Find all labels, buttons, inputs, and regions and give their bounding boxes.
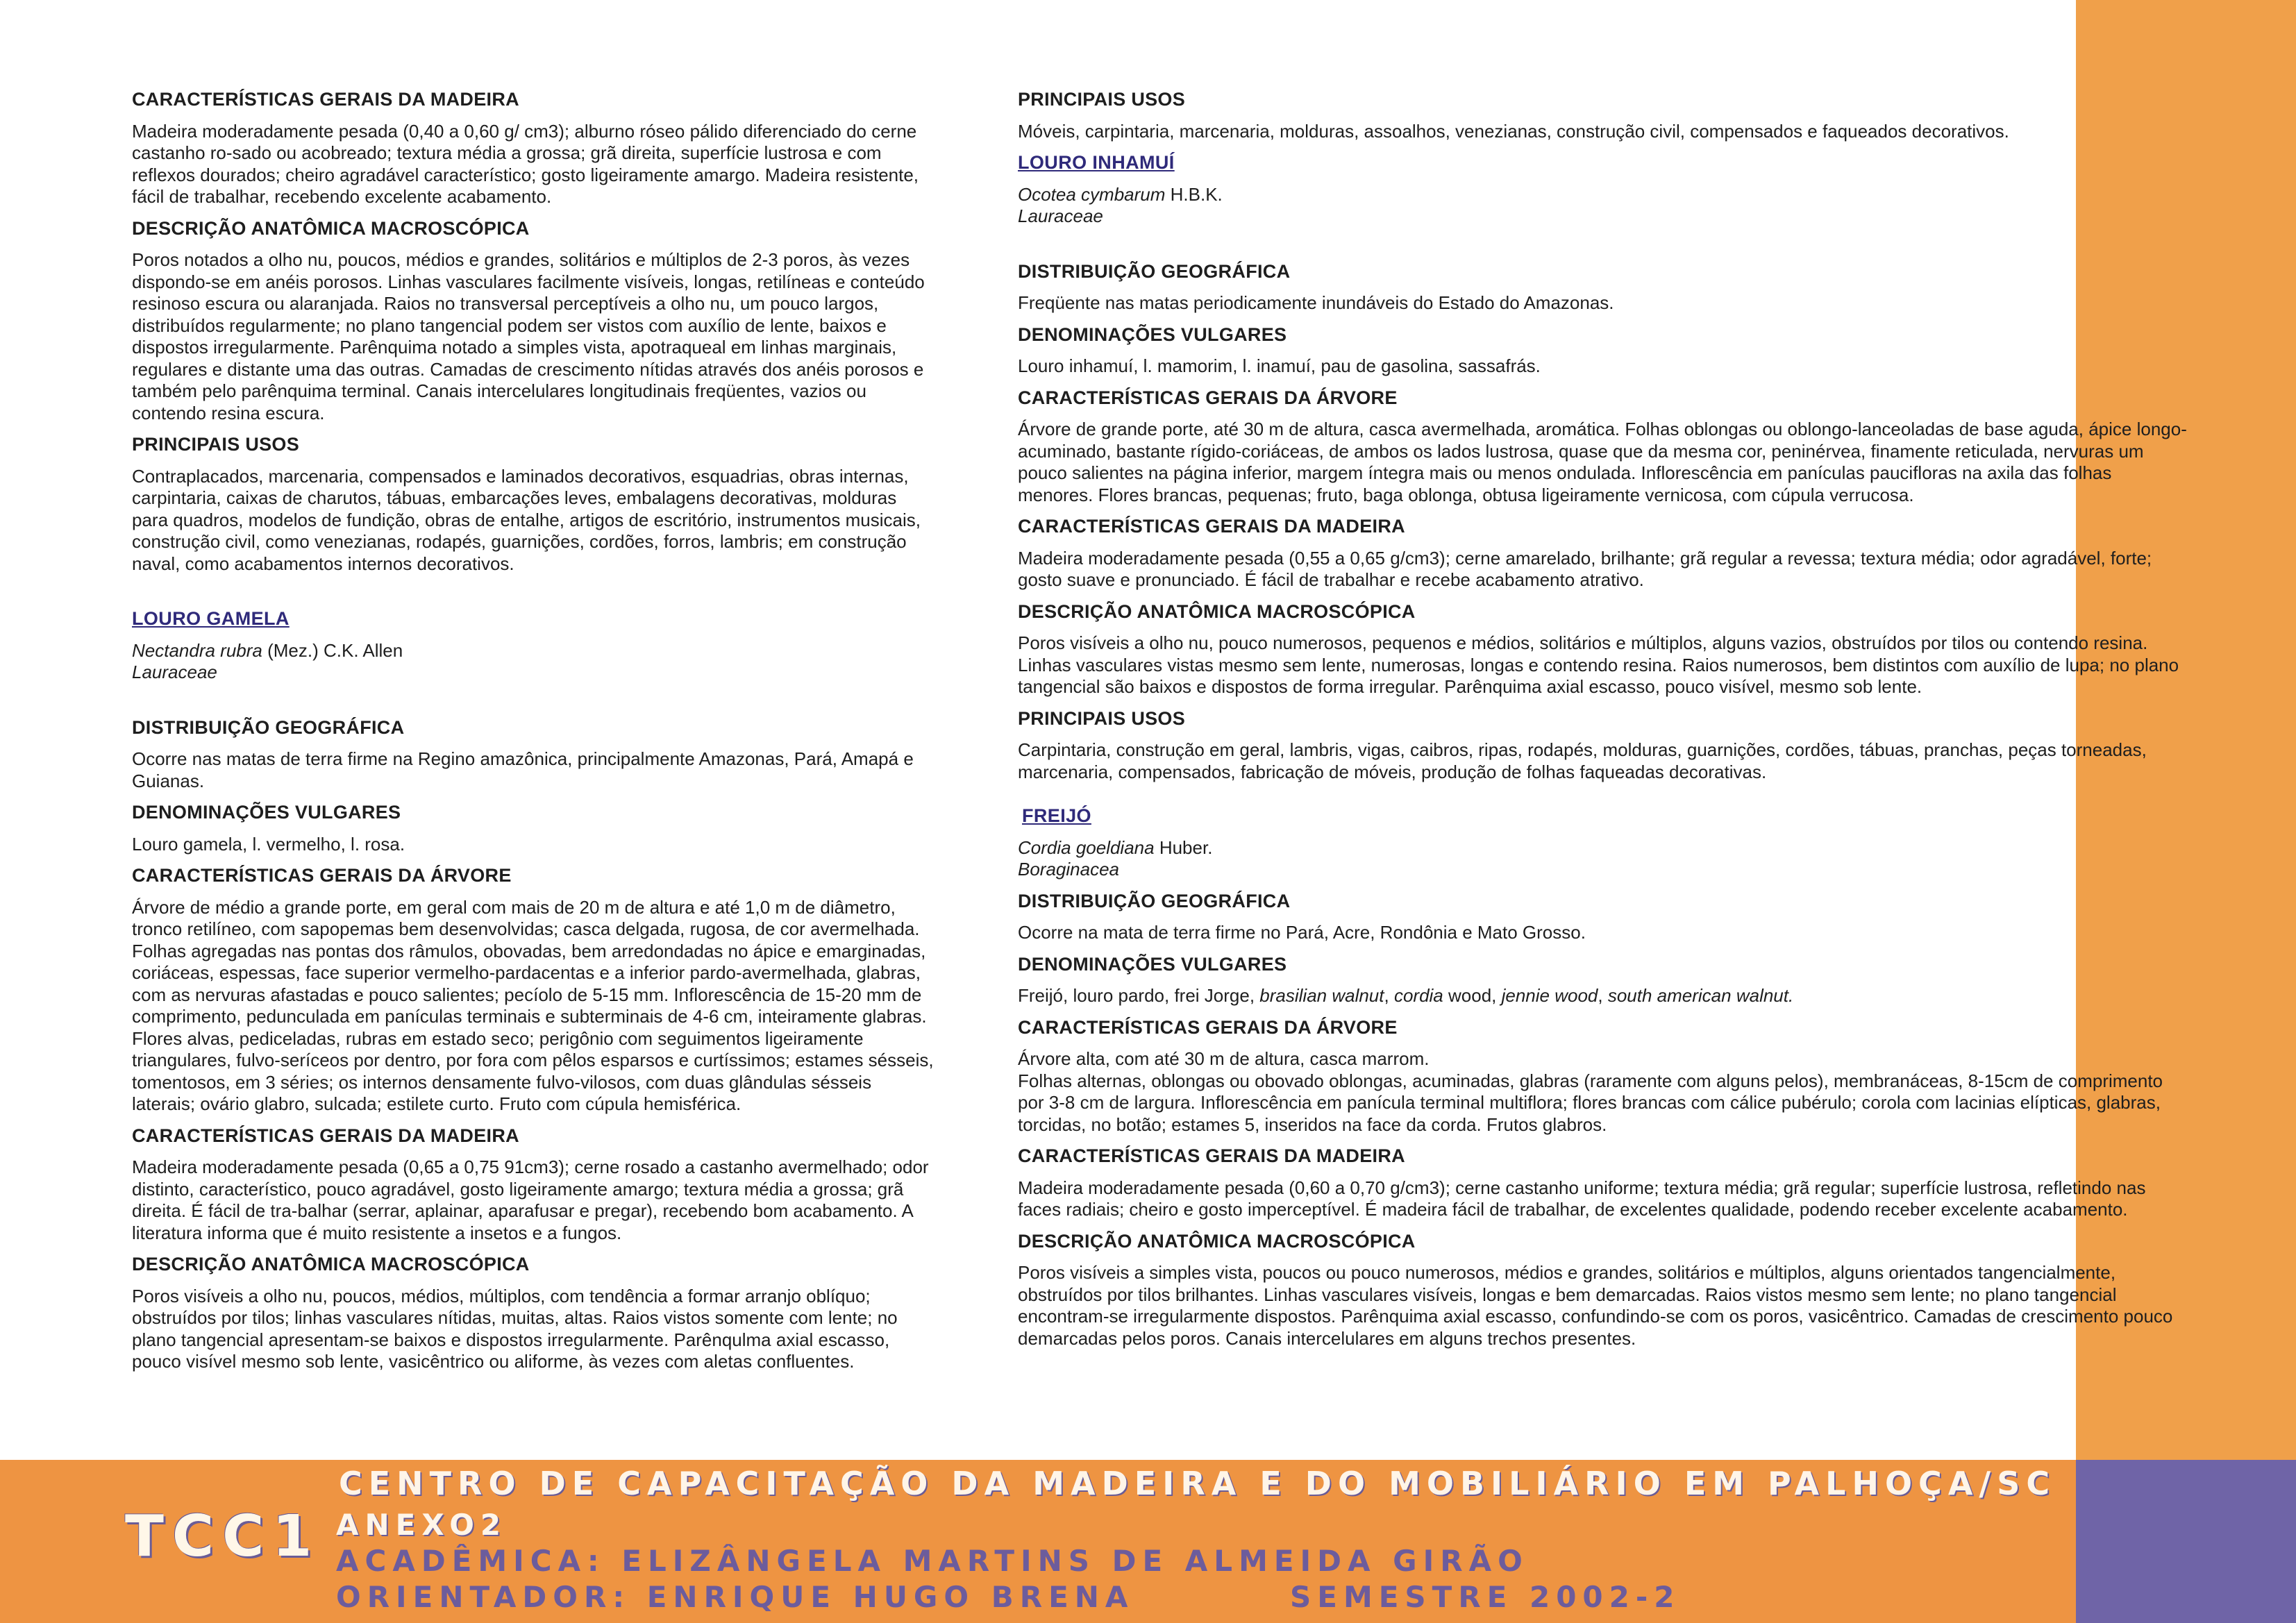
- section-heading: DENOMINAÇÕES VULGARES: [1018, 323, 1287, 345]
- footer-orientador: ORIENTADOR: ENRIQUE HUGO BRENA: [336, 1580, 1134, 1614]
- section-text: Madeira moderadamente pesada (0,65 a 0,75 91cm3); cerne rosado a castanho avermelhado; odor distinto, característico, pouco agradável, gosto ligeiramente amargo; textura média a grossa; grã direita. É fácil de tra-balhar (serrar, aplainar, aparafusar e pregar), recebendo bom acabamento. A literatura informa que é muito resistente a insetos e a fungos.: [132, 1157, 929, 1243]
- section-heading: CARACTERÍSTICAS GERAIS DA MADEIRA: [132, 89, 519, 110]
- section-text: Louro gamela, l. vermelho, l. rosa.: [132, 833, 405, 855]
- tcc-logo: TCC1: [125, 1504, 321, 1570]
- section-text: Madeira moderadamente pesada (0,55 a 0,65 g/cm3); cerne amarelado, brilhante; grã regular a revessa; textura média; odor agradável, forte; gosto suave e pronunciado. É fácil de trabalhar e recebe acabamento atrativo.: [1018, 547, 2152, 590]
- footer-academica: ACADÊMICA: ELIZÂNGELA MARTINS DE ALMEIDA GIRÃO: [336, 1544, 1529, 1578]
- section-heading: DESCRIÇÃO ANATÔMICA MACROSCÓPICA: [1018, 1230, 1416, 1252]
- right-column: [1018, 89, 2191, 1359]
- section-text: Carpintaria, construção em geral, lambris, vigas, caibros, ripas, rodapés, molduras, guarnições, cordões, tábuas, pranchas, peças torneadas, marcenaria, compensados, fabricação de móveis, produção de folhas faqueadas decorativas.: [1018, 739, 2147, 782]
- section-text: Madeira moderadamente pesada (0,40 a 0,60 g/ cm3); alburno róseo pálido diferenciado do cerne castanho ro-sado ou acobreado; textura média a grossa; grã direita, superfície lustrosa e com reflexos dourados; cheiro agradável característico; gosto ligeiramente amargo. Madeira resistente, fácil de trabalhar, recebendo excelente acabamento.: [132, 120, 919, 207]
- section-text: Freqüente nas matas periodicamente inundáveis do Estado do Amazonas.: [1018, 292, 1614, 313]
- section-text: Móveis, carpintaria, marcenaria, molduras, assoalhos, venezianas, construção civil, compensados e faqueados decorativos.: [1018, 120, 2009, 142]
- section-text: Poros visíveis a simples vista, poucos ou pouco numerosos, médios e grandes, solitários e múltiplos, alguns orientados tangencialmente, obstruídos por tilos brilhantes. Linhas vasculares visíveis, longas e bem demarcadas. Raios vistos mesmo sem lente; no plano tangencial encontram-se irregularmente dispostos. Parênquima axial escasso, confundindo-se com os poros, vasicêntrico. Camadas de crescimento pouco demarcadas pelos poros. Canais intercelulares em alguns trechos presentes.: [1018, 1262, 2173, 1349]
- section-text: Árvore alta, com até 30 m de altura, casca marrom. Folhas alternas, oblongas ou obovado oblongas, acuminadas, glabras (raramente com alguns pelos), membranáceas, 8-15cm de comprimento por 3-8 cm de largura. Inflorescência em panícula terminal multiflora; flores brancas com cálice pubérulo; corola com lacinias elípticas, glabras, torcidas, no botão; estames 5, inseridos na face da corda. Frutos glabros.: [1018, 1048, 2163, 1135]
- section-heading: CARACTERÍSTICAS GERAIS DA ÁRVORE: [1018, 387, 1398, 408]
- section-text: Árvore de grande porte, até 30 m de altura, casca avermelhada, aromática. Folhas oblongas ou oblongo-lanceoladas de base aguda, ápice longo-acuminado, bastante rígido-coriáceas, de ambos os lados lustrosa, quase que da mesma cor, peninérvea, finamente reticulada, nervuras um pouco salientes na página inferior, margem íntegra mais ou menos ondulada. Inflorescência em panículas paucifloras na axila das folhas menores. Flores brancas, pequenas; fruto, baga oblonga, obtusa ligeiramente vernicosa, com cúpula verrucosa.: [1018, 419, 2187, 505]
- section-heading: CARACTERÍSTICAS GERAIS DA ÁRVORE: [1018, 1016, 1398, 1038]
- section-heading: DESCRIÇÃO ANATÔMICA MACROSCÓPICA: [132, 217, 530, 239]
- section-heading: PRINCIPAIS USOS: [1018, 707, 1186, 729]
- footer-anexo: ANEXO2: [336, 1508, 508, 1542]
- section-heading: DISTRIBUIÇÃO GEOGRÁFICA: [1018, 890, 1291, 911]
- section-text: Louro inhamuí, l. mamorim, l. inamuí, pau de gasolina, sassafrás.: [1018, 355, 1541, 376]
- section-text: Madeira moderadamente pesada (0,60 a 0,70 g/cm3); cerne castanho uniforme; textura média; grã regular; superfície lustrosa, refletindo nas faces radiais; cheiro e gosto imperceptível. É madeira fácil de trabalhar, de excelentes qualidade, podendo receber excelente acabamento.: [1018, 1177, 2146, 1220]
- footer-semestre: SEMESTRE 2002-2: [1290, 1580, 1681, 1614]
- species-title-freijo[interactable]: FREIJÓ: [1022, 805, 1091, 826]
- species-title-louro-gamela[interactable]: LOURO GAMELA: [132, 608, 290, 629]
- section-heading: DISTRIBUIÇÃO GEOGRÁFICA: [1018, 260, 1291, 282]
- section-heading: CARACTERÍSTICAS GERAIS DA ÁRVORE: [132, 865, 512, 886]
- section-text: Freijó, louro pardo, frei Jorge, brasilian walnut, cordia wood, jennie wood, south american walnut.: [1018, 985, 1794, 1006]
- section-text: Poros visíveis a olho nu, poucos, médios, múltiplos, com tendência a formar arranjo oblíquo; obstruídos por tilos; linhas vasculares nítidas, muitas, altas. Raios vistos somente com lente; no plano tangencial apresentam-se baixos e dispostos irregularmente. Parênqulma axial escasso, pouco visível mesmo sob lente, vasicêntrico ou aliforme, às vezes com aletas confluentes.: [132, 1285, 898, 1372]
- section-text: Ocorre nas matas de terra firme na Regino amazônica, principalmente Amazonas, Pará, Amapá e Guianas.: [132, 748, 914, 791]
- section-heading: CARACTERÍSTICAS GERAIS DA MADEIRA: [1018, 516, 1405, 537]
- scientific-name: Ocotea cymbarum H.B.K. Lauraceae: [1018, 183, 1223, 226]
- section-heading: PRINCIPAIS USOS: [1018, 89, 1186, 110]
- footer-purple-block: [2076, 1460, 2296, 1623]
- section-heading: DESCRIÇÃO ANATÔMICA MACROSCÓPICA: [1018, 600, 1416, 622]
- section-heading: DISTRIBUIÇÃO GEOGRÁFICA: [132, 716, 405, 738]
- left-column: [132, 89, 937, 1383]
- section-text: Contraplacados, marcenaria, compensados e laminados decorativos, esquadrias, obras internas, carpintaria, caixas de charutos, tábuas, embarcações leves, embalagens decorativas, molduras para quadros, modelos de fundição, obras de entalhe, artigos de escritório, instrumentos musicais, construção civil, como venezianas, rodapés, guarnições, cordões, forros, lambris; em construção naval, como acabamentos internos decorativos.: [132, 465, 921, 574]
- section-text: Árvore de médio a grande porte, em geral com mais de 20 m de altura e até 1,0 m de diâmetro, tronco retilíneo, com sapopemas bem desenvolvidas; casca delgada, rugosa, de cor avermelhada. Folhas agregadas nas pontas dos râmulos, obovadas, bem arredondadas no ápice e emarginadas, coriáceas, espessas, face superior vermelho-pardacentas e a inferior pardo-avermelhada, glabras, com as nervuras afastadas e pouco salientes; pecíolo de 5-15 mm. Inflorescência de 15-20 mm de comprimento, pedunculada em panículas terminais e subterminais de 4-6 cm, inteiramente glabras. Flores alvas, pediceladas, rubras em estado seco; perigônio com seguimentos ligeiramente triangulares, fulvo-seríceos por dentro, por fora com pêlos esparsos e curtíssimos; estames sésseis, tomentosos, em 3 séries; os internos densamente fulvo-vilosos, com duas glândulas sésseis laterais; ovário glabro, sulcada; estilete curto. Fruto com cúpula hemisférica.: [132, 896, 934, 1114]
- section-heading: DENOMINAÇÕES VULGARES: [1018, 953, 1287, 975]
- species-title-louro-inhamui[interactable]: LOURO INHAMUÍ: [1018, 152, 1175, 173]
- footer-title: CENTRO DE CAPACITAÇÃO DA MADEIRA E DO MOBILIÁRIO EM PALHOÇA/SC: [339, 1465, 2056, 1502]
- scientific-name: Cordia goeldiana Huber. Boraginacea: [1018, 836, 1213, 880]
- section-heading: CARACTERÍSTICAS GERAIS DA MADEIRA: [132, 1125, 519, 1146]
- section-heading: CARACTERÍSTICAS GERAIS DA MADEIRA: [1018, 1145, 1405, 1166]
- section-text: Poros visíveis a olho nu, pouco numerosos, pequenos e médios, solitários e múltiplos, alguns vazios, obstruídos por tilos ou contendo resina. Linhas vasculares vistas mesmo sem lente, numerosas, longas e contendo resina. Raios numerosos, bem distintos com auxílio de lupa; no plano tangencial são baixos e dispostos de forma irregular. Parênquima axial escasso, pouco visível, mesmo sob lente.: [1018, 632, 2179, 697]
- section-heading: PRINCIPAIS USOS: [132, 434, 300, 455]
- section-heading: DENOMINAÇÕES VULGARES: [132, 802, 401, 823]
- scientific-name: Nectandra rubra (Mez.) C.K. Allen Lauraceae: [132, 639, 403, 682]
- section-heading: DESCRIÇÃO ANATÔMICA MACROSCÓPICA: [132, 1254, 530, 1275]
- section-text: Poros notados a olho nu, poucos, médios e grandes, solitários e múltiplos de 2-3 poros, às vezes dispondo-se em anéis porosos. Linhas vasculares facilmente visíveis, longas, retilíneas e conteúdo resinoso escura ou alaranjada. Raios no transversal perceptíveis a olho nu, um pouco largos, distribuídos regularmente; no plano tangencial podem ser vistos com auxílio de lente, baixos e dispostos irregularmente. Parênquima notado a simples vista, apotraqueal em linhas marginais, regulares e distante uma das outras. Camadas de crescimento nítidas através dos anéis porosos e também pelo parênquima terminal. Canais intercelulares longitudinais freqüentes, vazios ou contendo resina escura.: [132, 249, 925, 423]
- section-text: Ocorre na mata de terra firme no Pará, Acre, Rondônia e Mato Grosso.: [1018, 922, 1586, 943]
